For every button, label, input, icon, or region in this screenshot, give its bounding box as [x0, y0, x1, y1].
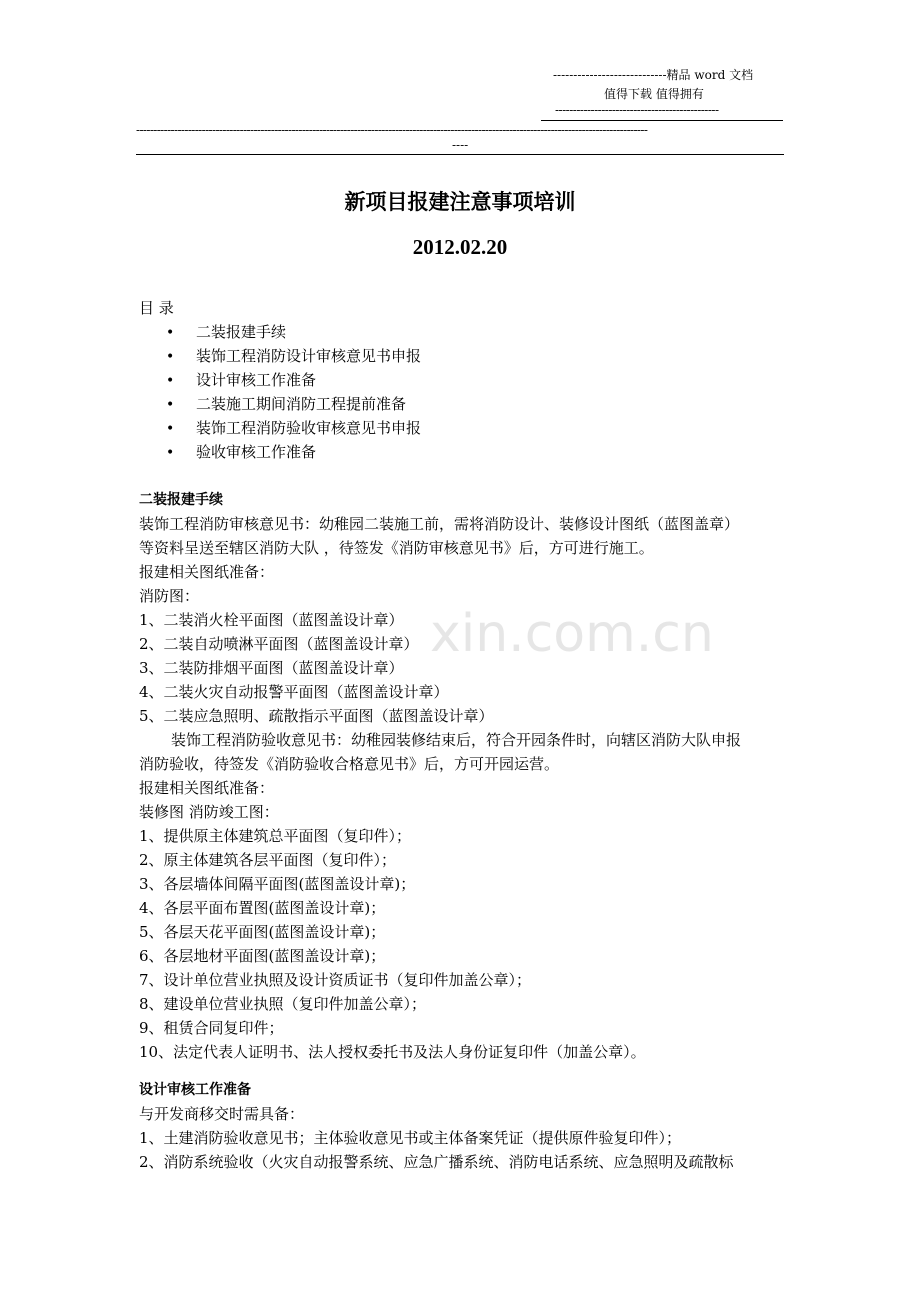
subheading: 报建相关图纸准备：	[139, 563, 275, 581]
list-item: 10、法定代表人证明书、法人授权委托书及法人身份证复印件（加盖公章）。	[139, 1043, 646, 1061]
list-item: 1、提供原主体建筑总平面图（复印件）；	[139, 827, 412, 845]
paragraph-line: 等资料呈送至辖区消防大队 ，待签发《消防审核意见书》后，方可进行施工。	[139, 539, 654, 557]
toc-item-label: 验收审核工作准备	[196, 443, 317, 461]
header-rule-long	[136, 154, 784, 155]
paragraph-line: 装饰工程消防审核意见书：幼稚园二装施工前，需将消防设计、装修设计图纸（蓝图盖章）	[139, 515, 740, 533]
table-of-contents	[166, 320, 421, 464]
toc-item	[166, 392, 421, 416]
list-item: 5、各层天花平面图(蓝图盖设计章)；	[139, 923, 386, 941]
header-doc-label: ----------------------------精品 word 文档	[553, 68, 754, 82]
toc-item-label: 装饰工程消防设计审核意见书申报	[196, 347, 422, 365]
header-tagline: 值得下载 值得拥有	[604, 87, 704, 101]
section-heading: 二装报建手续	[139, 492, 223, 508]
header-dashes: ----------------------------------------------	[555, 103, 719, 117]
list-item: 5、二装应急照明、疏散指示平面图（蓝图盖设计章）	[139, 707, 494, 725]
header-dash-line: ----------------------------------------------------------------------------------------------------------------------------------------------------	[136, 123, 648, 137]
list-item: 2、原主体建筑各层平面图（复印件）；	[139, 851, 397, 869]
list-item: 2、二装自动喷淋平面图（蓝图盖设计章）	[139, 635, 419, 653]
watermark: xin.com.cn	[430, 604, 714, 664]
bullet-icon: •	[166, 397, 175, 413]
bullet-icon: •	[166, 445, 175, 461]
toc-label: 目 录	[139, 299, 174, 317]
list-item: 3、二装防排烟平面图（蓝图盖设计章）	[139, 659, 404, 677]
section-heading: 设计审核工作准备	[139, 1082, 251, 1098]
toc-item	[166, 320, 421, 344]
document-title: 新项目报建注意事项培训	[344, 189, 576, 214]
list-item: 4、各层平面布置图(蓝图盖设计章)；	[139, 899, 386, 917]
paragraph-line: 装饰工程消防验收意见书：幼稚园装修结束后，符合开园条件时，向辖区消防大队申报	[171, 731, 742, 749]
list-item: 1、二装消火栓平面图（蓝图盖设计章）	[139, 611, 404, 629]
subheading: 消防图：	[139, 587, 200, 605]
subheading: 装修图 消防竣工图：	[139, 803, 279, 821]
list-item: 2、消防系统验收（火灾自动报警系统、应急广播系统、消防电话系统、应急照明及疏散标	[139, 1153, 734, 1171]
list-item: 6、各层地材平面图(蓝图盖设计章)；	[139, 947, 386, 965]
toc-item-label: 装饰工程消防验收审核意见书申报	[196, 419, 422, 437]
list-item: 7、设计单位营业执照及设计资质证书（复印件加盖公章）；	[139, 971, 532, 989]
paragraph-line: 与开发商移交时需具备：	[139, 1105, 305, 1123]
document-date: 2012.02.20	[412, 235, 508, 259]
list-item: 4、二装火灾自动报警平面图（蓝图盖设计章）	[139, 683, 449, 701]
bullet-icon: •	[166, 421, 175, 437]
header-dash-tail: ----	[452, 138, 469, 152]
toc-item	[166, 440, 421, 464]
list-item: 1、土建消防验收意见书；主体验收意见书或主体备案凭证（提供原件验复印件）；	[139, 1129, 682, 1147]
list-item: 8、建设单位营业执照（复印件加盖公章）；	[139, 995, 427, 1013]
paragraph-line: 消防验收，待签发《消防验收合格意见书》后，方可开园运营。	[139, 755, 560, 773]
toc-item-label: 设计审核工作准备	[196, 371, 317, 389]
toc-item-label: 二装报建手续	[196, 323, 287, 341]
document-body	[139, 488, 787, 1174]
toc-item-label: 二装施工期间消防工程提前准备	[196, 395, 407, 413]
toc-item	[166, 344, 421, 368]
subheading: 报建相关图纸准备：	[139, 779, 275, 797]
header-rule-short	[541, 120, 783, 121]
list-item: 9、租赁合同复印件；	[139, 1019, 284, 1037]
toc-item	[166, 416, 421, 440]
bullet-icon: •	[166, 373, 175, 389]
list-item: 3、各层墙体间隔平面图(蓝图盖设计章)；	[139, 875, 416, 893]
bullet-icon: •	[166, 349, 175, 365]
bullet-icon: •	[166, 325, 175, 341]
toc-item	[166, 368, 421, 392]
